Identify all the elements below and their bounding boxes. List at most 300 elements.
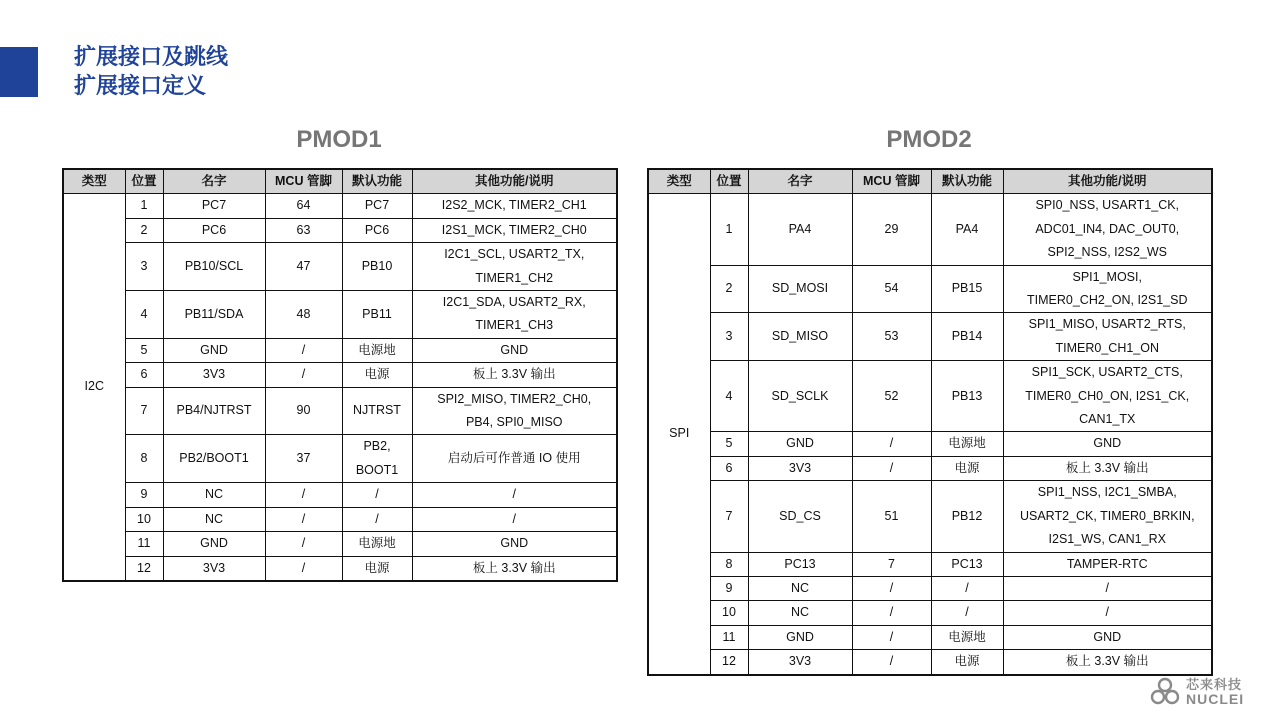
mcu-pin-cell [265, 435, 342, 483]
position-cell [125, 194, 163, 218]
mcu-pin-cell [852, 552, 931, 576]
position-cell [125, 387, 163, 435]
other-function-cell [412, 532, 617, 556]
other-function-cell [412, 338, 617, 362]
position-cell [710, 432, 748, 456]
name-cell [163, 507, 265, 531]
mcu-pin-cell [265, 338, 342, 362]
other-function-line: 启动后可作普通 IO 使用 [447, 451, 581, 466]
table-row [648, 361, 1212, 432]
other-function-line: USART2_CK, TIMER0_BRKIN, [1019, 508, 1195, 523]
table-row [648, 552, 1212, 576]
name-cell [163, 387, 265, 435]
mcu-pin-cell-line: 90 [296, 403, 311, 418]
other-function-line: SPI1_NSS, I2C1_SMBA, [1037, 485, 1177, 500]
pmod2-table [647, 168, 1213, 676]
position-cell [710, 265, 748, 313]
nuclei-logo-icon [1150, 676, 1180, 706]
mcu-pin-cell [265, 483, 342, 507]
table-row [63, 338, 617, 362]
other-function-line: SPI2_MISO, TIMER2_CH0, [437, 391, 592, 406]
name-cell-line: NC [790, 580, 810, 595]
other-function-cell [1003, 601, 1212, 625]
name-cell-line: NC [790, 605, 810, 620]
default-function-cell-line: 电源地 [358, 536, 396, 551]
mcu-pin-cell-line: / [889, 436, 894, 451]
other-function-line: 板上 3.3V 输出 [472, 560, 556, 575]
company-logo [1150, 674, 1254, 708]
table-row [63, 243, 617, 291]
mcu-pin-cell [852, 432, 931, 456]
table-row [63, 556, 617, 581]
name-cell [748, 552, 852, 576]
other-function-line: CAN1_TX [1079, 412, 1136, 427]
other-function-line: I2S1_WS, CAN1_RX [1048, 532, 1166, 547]
other-function-cell [412, 387, 617, 435]
name-cell [748, 432, 852, 456]
position-cell [125, 243, 163, 291]
default-function-cell-line: PB13 [951, 388, 983, 403]
mcu-pin-cell-line: / [301, 560, 306, 575]
other-function-line: TAMPER-RTC [1066, 556, 1148, 571]
default-function-cell-line: PC13 [951, 556, 983, 571]
position-cell-line: 12 [137, 560, 151, 575]
mcu-pin-cell-line: 37 [296, 451, 311, 466]
column-header: MCU 管脚 [852, 169, 931, 194]
default-function-cell [931, 361, 1003, 432]
other-function-cell [1003, 313, 1212, 361]
column-header: MCU 管脚 [265, 169, 342, 194]
name-cell [163, 532, 265, 556]
position-cell [125, 218, 163, 242]
default-function-cell [931, 552, 1003, 576]
name-cell [748, 194, 852, 265]
default-function-cell-line: / [965, 580, 969, 595]
mcu-pin-cell-line: 29 [884, 221, 899, 236]
name-cell [163, 291, 265, 339]
default-function-cell [342, 243, 412, 291]
name-cell-line: PC6 [201, 222, 227, 237]
table-row [648, 265, 1212, 313]
default-function-cell [931, 481, 1003, 552]
mcu-pin-cell [265, 218, 342, 242]
mcu-pin-cell [852, 194, 931, 265]
column-header: 类型 [63, 169, 125, 194]
name-cell [163, 218, 265, 242]
name-cell [163, 483, 265, 507]
default-function-cell-line: 电源 [364, 367, 390, 382]
default-function-cell [931, 313, 1003, 361]
name-cell [163, 556, 265, 581]
other-function-line: SPI2_NSS, I2S2_WS [1047, 245, 1167, 260]
mcu-pin-cell-line: / [301, 511, 306, 526]
name-cell [748, 313, 852, 361]
mcu-pin-cell-line: / [301, 367, 306, 382]
mcu-pin-cell [852, 601, 931, 625]
name-cell-line: PB11/SDA [184, 306, 244, 321]
other-function-cell [412, 435, 617, 483]
mcu-pin-cell [265, 507, 342, 531]
type-cell: I2C [63, 194, 125, 581]
mcu-pin-cell [265, 532, 342, 556]
position-cell-line: 12 [722, 654, 736, 669]
other-function-line: GND [1093, 436, 1122, 451]
default-function-cell-line: / [965, 605, 969, 620]
mcu-pin-cell-line: 53 [884, 329, 899, 344]
default-function-cell-line: / [375, 511, 379, 526]
other-function-cell [412, 291, 617, 339]
position-cell [710, 625, 748, 649]
position-cell-line: 11 [137, 536, 151, 551]
name-cell [748, 576, 852, 600]
name-cell-line: PC13 [784, 556, 816, 571]
position-cell [125, 532, 163, 556]
other-function-cell [1003, 432, 1212, 456]
position-cell-line: 7 [725, 508, 733, 523]
name-cell-line: GND [200, 342, 228, 357]
position-cell-line: 9 [140, 487, 148, 502]
table-row [648, 625, 1212, 649]
column-header: 其他功能/说明 [1003, 169, 1212, 194]
position-cell [710, 481, 748, 552]
default-function-cell [342, 338, 412, 362]
name-cell [748, 361, 852, 432]
name-cell-line: 3V3 [202, 560, 226, 575]
other-function-line: I2S2_MCK, TIMER2_CH1 [441, 198, 587, 213]
table-row [648, 313, 1212, 361]
mcu-pin-cell-line: 48 [296, 306, 311, 321]
table-row [63, 387, 617, 435]
position-cell-line: 5 [725, 436, 733, 451]
position-cell-line: 7 [140, 403, 148, 418]
pmod1-title: PMOD1 [296, 126, 382, 153]
pmod2-title: PMOD2 [886, 126, 972, 153]
mcu-pin-cell-line: 47 [296, 258, 311, 273]
name-cell [748, 456, 852, 480]
default-function-cell [931, 576, 1003, 600]
mcu-pin-cell-line: 54 [884, 281, 899, 296]
table-row [648, 650, 1212, 675]
mcu-pin-cell [265, 243, 342, 291]
name-cell [163, 363, 265, 387]
default-function-cell [342, 483, 412, 507]
column-header: 默认功能 [931, 169, 1003, 194]
default-function-cell-line: BOOT1 [355, 462, 399, 477]
slide-subtitle: 扩展接口定义 [74, 74, 207, 99]
name-cell [748, 265, 852, 313]
other-function-line: TIMER1_CH2 [475, 270, 554, 285]
name-cell-line: GND [200, 536, 228, 551]
mcu-pin-cell [852, 625, 931, 649]
column-header: 默认功能 [342, 169, 412, 194]
default-function-cell [931, 650, 1003, 675]
default-function-cell-line: 电源地 [948, 436, 986, 451]
name-cell-line: 3V3 [788, 460, 812, 475]
other-function-line: SPI0_NSS, USART1_CK, [1035, 198, 1180, 213]
name-cell-line: 3V3 [202, 367, 226, 382]
default-function-cell-line: 电源 [364, 560, 390, 575]
table-row [648, 194, 1212, 265]
default-function-cell [342, 291, 412, 339]
mcu-pin-cell-line: 7 [888, 556, 895, 571]
other-function-line: / [1105, 605, 1109, 620]
default-function-cell-line: PB10 [361, 258, 393, 273]
default-function-cell [931, 456, 1003, 480]
position-cell-line: 2 [140, 222, 148, 237]
position-cell-line: 2 [725, 281, 733, 296]
column-header: 类型 [648, 169, 710, 194]
position-cell-line: 8 [725, 556, 733, 571]
mcu-pin-cell-line: / [889, 580, 894, 595]
other-function-cell [1003, 481, 1212, 552]
name-cell-line: NC [204, 511, 224, 526]
table-row [63, 218, 617, 242]
mcu-pin-cell [852, 313, 931, 361]
other-function-cell [1003, 625, 1212, 649]
table-row [648, 456, 1212, 480]
mcu-pin-cell [265, 194, 342, 218]
other-function-line: TIMER0_CH1_ON [1055, 340, 1159, 355]
name-cell [163, 338, 265, 362]
other-function-line: TIMER0_CH2_ON, I2S1_SD [1027, 293, 1188, 308]
default-function-cell-line: 电源 [954, 654, 980, 669]
position-cell [710, 456, 748, 480]
position-cell-line: 6 [140, 367, 148, 382]
name-cell-line: PA4 [788, 221, 812, 236]
name-cell-line: GND [786, 436, 814, 451]
position-cell [710, 361, 748, 432]
other-function-cell [1003, 361, 1212, 432]
other-function-cell [412, 218, 617, 242]
position-cell-line: 8 [140, 451, 148, 466]
default-function-cell [342, 363, 412, 387]
position-cell [125, 338, 163, 362]
table-row [648, 432, 1212, 456]
mcu-pin-cell-line: / [301, 536, 306, 551]
mcu-pin-cell [852, 265, 931, 313]
other-function-line: I2C1_SDA, USART2_RX, [442, 295, 586, 310]
default-function-cell-line: PB15 [951, 281, 983, 296]
default-function-cell [342, 194, 412, 218]
position-cell [125, 363, 163, 387]
position-cell [710, 313, 748, 361]
default-function-cell-line: NJTRST [353, 403, 401, 418]
default-function-cell [342, 556, 412, 581]
mcu-pin-cell-line: / [301, 487, 306, 502]
mcu-pin-cell-line: 52 [884, 388, 899, 403]
column-header: 其他功能/说明 [412, 169, 617, 194]
other-function-line: SPI1_MISO, USART2_RTS, [1028, 317, 1186, 332]
name-cell [748, 650, 852, 675]
name-cell-line: SD_MISO [771, 329, 829, 344]
default-function-cell-line: PB2, [363, 439, 391, 454]
position-cell-line: 1 [725, 221, 733, 236]
pmod1-table [62, 168, 618, 582]
position-cell-line: 11 [722, 629, 736, 644]
column-header: 位置 [710, 169, 748, 194]
mcu-pin-cell-line: / [889, 629, 894, 644]
mcu-pin-cell-line: / [889, 654, 894, 669]
position-cell [710, 552, 748, 576]
position-cell-line: 6 [725, 460, 733, 475]
mcu-pin-cell-line: 51 [884, 508, 899, 523]
position-cell-line: 4 [725, 388, 733, 403]
default-function-cell [931, 601, 1003, 625]
default-function-cell [931, 194, 1003, 265]
other-function-cell [412, 243, 617, 291]
position-cell [710, 576, 748, 600]
other-function-line: I2C1_SCL, USART2_TX, [444, 247, 585, 262]
mcu-pin-cell-line: / [301, 342, 306, 357]
table-row [63, 483, 617, 507]
other-function-cell [1003, 650, 1212, 675]
position-cell [710, 650, 748, 675]
other-function-line: SPI1_SCK, USART2_CTS, [1031, 365, 1183, 380]
other-function-line: TIMER0_CH0_ON, I2S1_CK, [1025, 388, 1190, 403]
type-cell: SPI [648, 194, 710, 675]
name-cell [748, 481, 852, 552]
name-cell-line: SD_SCLK [771, 388, 829, 403]
other-function-line: ADC01_IN4, DAC_OUT0, [1035, 221, 1180, 236]
name-cell-line: NC [204, 487, 224, 502]
mcu-pin-cell [265, 387, 342, 435]
other-function-cell [1003, 576, 1212, 600]
mcu-pin-cell [852, 481, 931, 552]
mcu-pin-cell-line: 64 [296, 198, 311, 213]
table-row [648, 481, 1212, 552]
other-function-cell [1003, 552, 1212, 576]
other-function-line: 板上 3.3V 输出 [1065, 460, 1149, 475]
default-function-cell-line: / [375, 487, 379, 502]
position-cell-line: 3 [725, 329, 733, 344]
other-function-line: TIMER1_CH3 [475, 318, 554, 333]
position-cell [125, 435, 163, 483]
position-cell-line: 9 [725, 580, 733, 595]
table-header-row [63, 169, 617, 194]
column-header: 名字 [163, 169, 265, 194]
default-function-cell-line: 电源地 [948, 629, 986, 644]
name-cell-line: PC7 [201, 198, 227, 213]
other-function-line: I2S1_MCK, TIMER2_CH0 [441, 222, 587, 237]
name-cell [748, 625, 852, 649]
position-cell [125, 556, 163, 581]
position-cell [125, 507, 163, 531]
position-cell-line: 10 [722, 605, 736, 620]
default-function-cell [342, 218, 412, 242]
position-cell [710, 194, 748, 265]
table-row [63, 532, 617, 556]
position-cell-line: 10 [137, 511, 151, 526]
logo-chinese-text: 芯来科技 [1186, 678, 1243, 693]
other-function-line: / [512, 487, 516, 502]
mcu-pin-cell [852, 576, 931, 600]
slide-title: 扩展接口及跳线 [74, 45, 229, 70]
mcu-pin-cell [265, 291, 342, 339]
name-cell-line: PB4/NJTRST [176, 403, 252, 418]
mcu-pin-cell [265, 363, 342, 387]
default-function-cell-line: PB12 [951, 508, 983, 523]
mcu-pin-cell [852, 361, 931, 432]
name-cell [163, 194, 265, 218]
table-row [648, 601, 1212, 625]
position-cell-line: 5 [140, 342, 148, 357]
default-function-cell-line: 电源地 [358, 342, 396, 357]
table-row [648, 576, 1212, 600]
table-row [63, 363, 617, 387]
name-cell [748, 601, 852, 625]
default-function-cell-line: PB14 [951, 329, 983, 344]
name-cell [163, 435, 265, 483]
default-function-cell [931, 265, 1003, 313]
default-function-cell [342, 507, 412, 531]
mcu-pin-cell-line: / [889, 605, 894, 620]
other-function-cell [412, 556, 617, 581]
other-function-line: PB4, SPI0_MISO [465, 415, 563, 430]
other-function-cell [412, 507, 617, 531]
name-cell-line: PB10/SCL [184, 258, 244, 273]
name-cell-line: 3V3 [788, 654, 812, 669]
other-function-cell [1003, 456, 1212, 480]
mcu-pin-cell-line: 63 [296, 222, 311, 237]
title-accent-bar [0, 47, 38, 97]
position-cell-line: 3 [140, 258, 148, 273]
other-function-line: / [512, 511, 516, 526]
default-function-cell-line: PB11 [362, 306, 392, 321]
position-cell-line: 4 [140, 306, 148, 321]
other-function-cell [412, 363, 617, 387]
other-function-line: GND [1093, 629, 1122, 644]
default-function-cell [342, 387, 412, 435]
mcu-pin-cell-line: / [889, 460, 894, 475]
column-header: 位置 [125, 169, 163, 194]
name-cell-line: SD_CS [779, 508, 821, 523]
name-cell-line: SD_MOSI [771, 281, 829, 296]
default-function-cell [931, 625, 1003, 649]
other-function-line: 板上 3.3V 输出 [1065, 654, 1149, 669]
name-cell [163, 243, 265, 291]
other-function-line: 板上 3.3V 输出 [472, 367, 556, 382]
table-row [63, 291, 617, 339]
table-row [63, 507, 617, 531]
default-function-cell-line: PA4 [955, 221, 979, 236]
position-cell [125, 291, 163, 339]
default-function-cell [342, 435, 412, 483]
mcu-pin-cell [852, 650, 931, 675]
position-cell-line: 1 [140, 198, 148, 213]
name-cell-line: PB2/BOOT1 [179, 451, 249, 466]
other-function-cell [412, 194, 617, 218]
mcu-pin-cell [265, 556, 342, 581]
mcu-pin-cell [852, 456, 931, 480]
column-header: 名字 [748, 169, 852, 194]
other-function-cell [1003, 265, 1212, 313]
position-cell [710, 601, 748, 625]
table-row [63, 435, 617, 483]
default-function-cell-line: PC7 [364, 198, 390, 213]
other-function-line: / [1105, 580, 1109, 595]
default-function-cell [931, 432, 1003, 456]
name-cell-line: GND [786, 629, 814, 644]
default-function-cell-line: PC6 [364, 222, 390, 237]
table-header-row [648, 169, 1212, 194]
logo-english-text: NUCLEI [1186, 691, 1245, 707]
other-function-line: SPI1_MOSI, [1072, 269, 1142, 284]
other-function-line: GND [500, 536, 529, 551]
other-function-line: GND [500, 342, 529, 357]
default-function-cell-line: 电源 [954, 460, 980, 475]
default-function-cell [342, 532, 412, 556]
position-cell [125, 483, 163, 507]
